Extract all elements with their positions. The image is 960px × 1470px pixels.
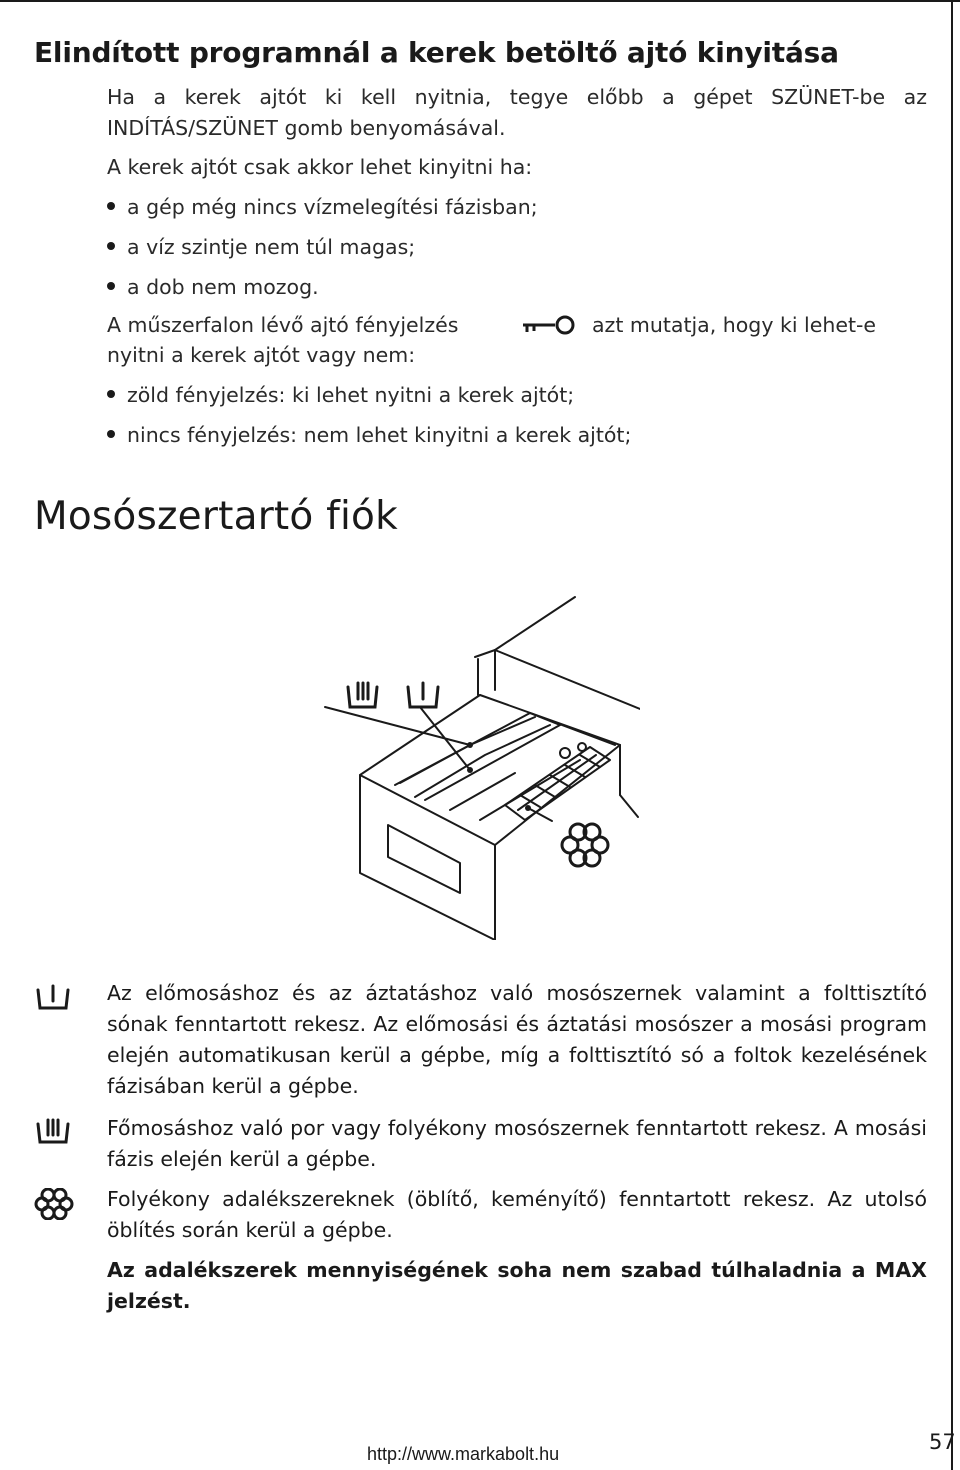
indicator-text-line2: nyitni a kerek ajtót vagy nem: <box>107 343 416 367</box>
bullet-dot <box>107 242 115 250</box>
top-rule <box>0 0 960 2</box>
intro-paragraph: Ha a kerek ajtót ki kell nyitnia, tegye előbb a gépet SZÜNET-be az INDÍTÁS/SZÜNET gomb benyomásával. <box>107 85 927 140</box>
footer-url[interactable]: http://www.markabolt.hu <box>367 1444 560 1464</box>
prewash-compartment-icon <box>408 683 438 707</box>
prewash-compartment-icon <box>34 984 74 1012</box>
key-icon <box>521 315 577 335</box>
max-warning: Az adalékszerek mennyiségének soha nem szabad túlhaladnia a MAX jelzést. <box>107 1258 927 1313</box>
bullet-dot <box>107 202 115 210</box>
right-rule <box>951 0 953 1470</box>
softener-flower-icon <box>562 824 608 866</box>
mainwash-description: Főmosáshoz való por vagy folyékony mosószernek fenntartott rekesz. A mosási fázis elején kerül a gépbe. <box>107 1116 927 1171</box>
section-title-drawer: Mosószertartó fiók <box>34 494 398 539</box>
softener-description: Folyékony adalékszereknek (öblítő, keményítő) fenntartott rekesz. Az utolsó öblítés során kerül a gépbe. <box>107 1187 927 1242</box>
conditions-lead: A kerek ajtót csak akkor lehet kinyitni ha: <box>107 155 533 179</box>
softener-flower-icon <box>34 1188 74 1220</box>
prewash-description: Az előmosáshoz és az áztatáshoz való mosószernek valamint a folttisztító sónak fenntartott rekesz. Az előmosási és áztatási mosószer a mosási program elején automatikusan kerül a gépbe, míg a folttisztító só a foltok kezelésének fázisában kerül a gépbe. <box>107 981 927 1098</box>
state-item: zöld fényjelzés: ki lehet nyitni a kerek ajtót; <box>107 380 574 411</box>
condition-item: a gép még nincs vízmelegítési fázisban; <box>107 192 538 223</box>
bullet-dot <box>107 430 115 438</box>
condition-item: a dob nem mozog. <box>107 272 319 303</box>
page-number: 57 <box>929 1430 956 1454</box>
section-title-door: Elindított programnál a kerek betöltő ajtó kinyitása <box>34 36 839 69</box>
bullet-dot <box>107 390 115 398</box>
bullet-dot <box>107 282 115 290</box>
indicator-text-after: azt mutatja, hogy ki lehet-e <box>592 313 877 337</box>
mainwash-compartment-icon <box>348 683 377 707</box>
detergent-drawer-illustration <box>320 595 640 940</box>
condition-item: a víz szintje nem túl magas; <box>107 232 415 263</box>
state-item: nincs fényjelzés: nem lehet kinyitni a kerek ajtót; <box>107 420 631 451</box>
indicator-text-before: A műszerfalon lévő ajtó fényjelzés <box>107 313 459 337</box>
mainwash-compartment-icon <box>34 1118 74 1146</box>
